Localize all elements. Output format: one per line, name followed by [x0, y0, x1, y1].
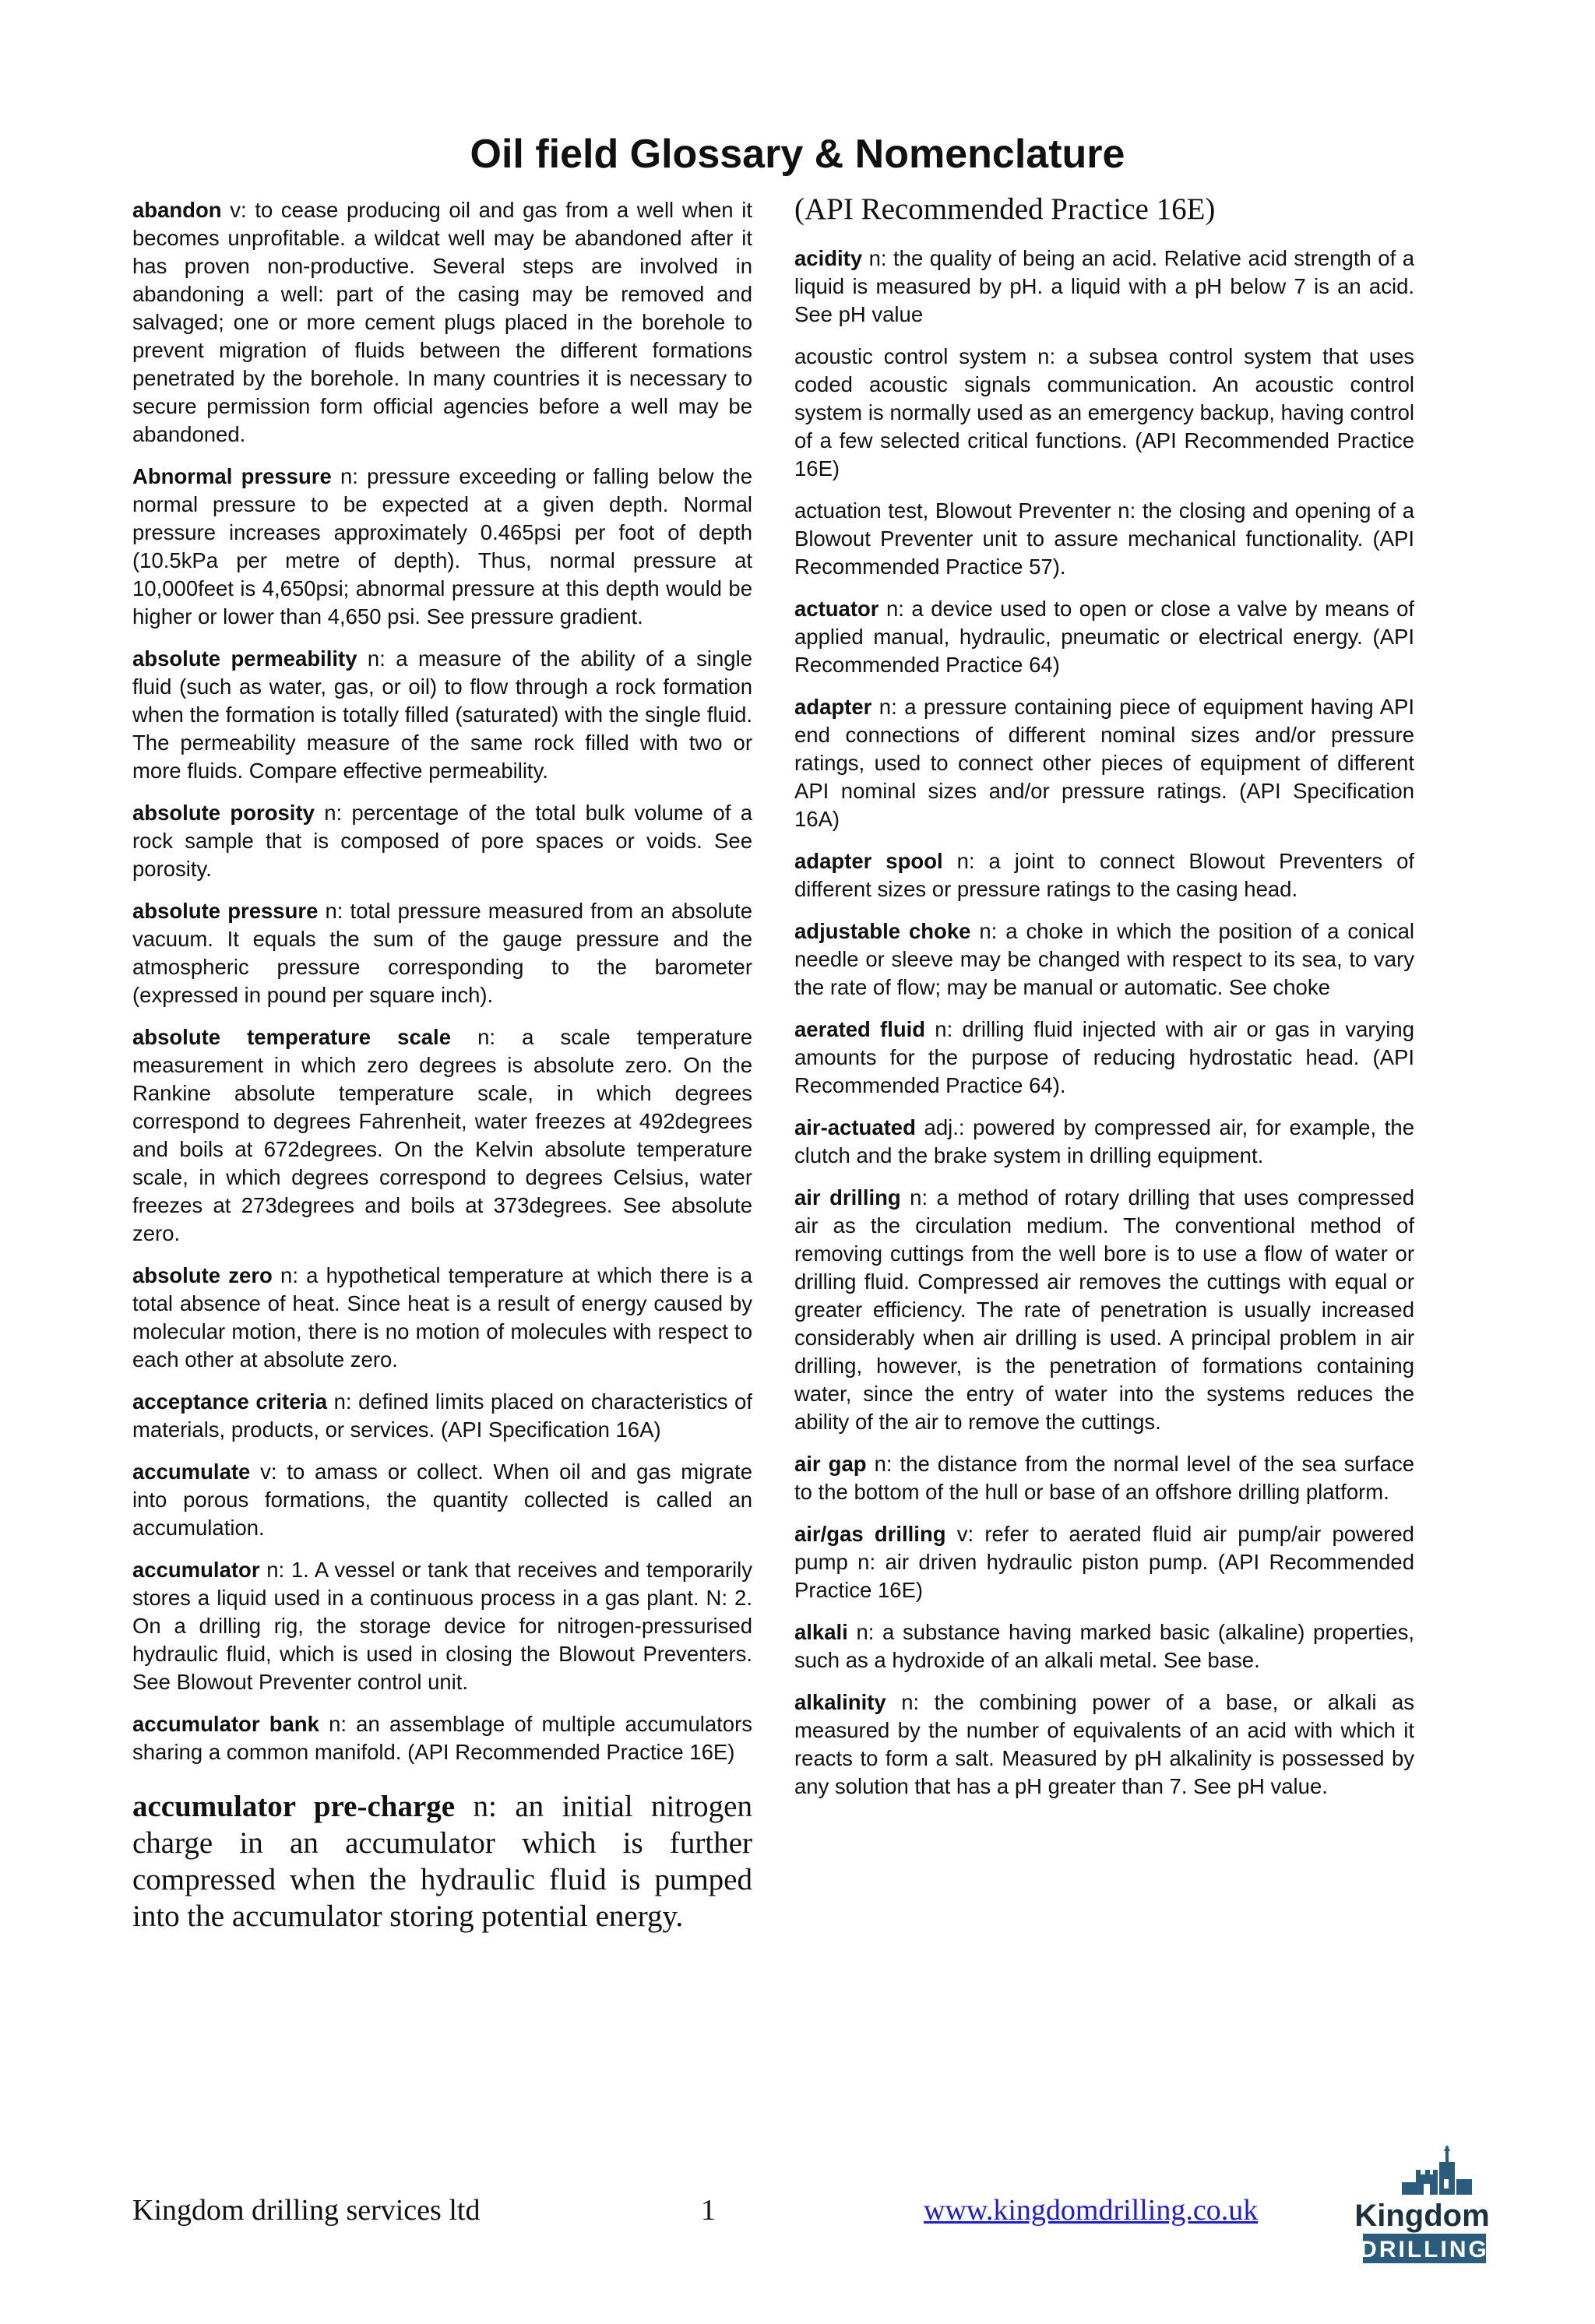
- glossary-entry: [132, 897, 752, 1009]
- glossary-entry: [794, 1114, 1414, 1170]
- entry-term: absolute pressure: [132, 899, 319, 923]
- entry-term: absolute zero: [132, 1263, 273, 1287]
- glossary-entry: [794, 847, 1414, 903]
- glossary-entry: [132, 1556, 752, 1696]
- glossary-entry: [132, 799, 752, 883]
- entry-definition: n: an assemblage of multiple accumulators sharing a common manifold. (API Recommended Practice 16E): [132, 1712, 752, 1764]
- entry-term: accumulator: [132, 1558, 260, 1582]
- entry-term: accumulator bank: [132, 1712, 319, 1736]
- entry-term: alkali: [794, 1620, 848, 1644]
- entry-definition: adj.: powered by compressed air, for example, the clutch and the brake system in drilling equipment.: [794, 1115, 1414, 1167]
- entry-term: air drilling: [794, 1185, 901, 1210]
- entry-definition: n: a hypothetical temperature at which there is a total absence of heat. Since heat is a result of energy caused by molecular motion, there is no motion of molecules with respect to each other at absolute zero.: [132, 1263, 752, 1372]
- entry-definition: n: 1. A vessel or tank that receives and temporarily stores a liquid used in a continuous process in a gas plant. N: 2. On a drilling rig, the storage device for nitrogen-pressurised hydraulic fluid, which is used in closing the Blowout Preventers. See Blowout Preventer control unit.: [132, 1558, 752, 1694]
- entry-term: abandon: [132, 198, 222, 222]
- entry-definition: n: defined limits placed on characteristics of materials, products, or services. (API Specification 16A): [132, 1389, 752, 1442]
- entry-term: alkalinity: [794, 1690, 886, 1714]
- entry-term: absolute temperature scale: [132, 1025, 451, 1049]
- entry-definition: n: drilling fluid injected with air or gas in varying amounts for the purpose of reducing hydrostatic head. (API Recommended Practice 64).: [794, 1017, 1414, 1097]
- glossary-entry: [794, 1450, 1414, 1506]
- entry-term: absolute permeability: [132, 646, 357, 671]
- entry-definition: n: the distance from the normal level of the sea surface to the bottom of the hull or base of an offshore drilling platform.: [794, 1452, 1414, 1504]
- glossary-entry: [794, 693, 1414, 833]
- kingdom-drilling-logo: [1354, 2143, 1491, 2299]
- footer-company: Kingdom drilling services ltd: [132, 2194, 481, 2227]
- glossary-entry-large: [132, 1788, 752, 1935]
- glossary-entry: [132, 463, 752, 631]
- entry-definition: v: refer to aerated fluid air pump/air powered pump n: air driven hydraulic piston pump. (API Recommended Practice 16E): [794, 1522, 1414, 1602]
- right-column: [794, 192, 1415, 1815]
- glossary-entry: [794, 1688, 1414, 1801]
- entry-definition: n: a method of rotary drilling that uses compressed air as the circulation medium. The conventional method of removing cuttings from the well bore is to use a flow of water or drilling fluid. Compressed air removes the cuttings with equal or greater efficiency. The rate of penetration is usually increased considerably when air drilling is used. A principal problem in air drilling, however, is the penetration of formations containing water, since the entry of water into the systems reduces the ability of the air to remove the cuttings.: [794, 1185, 1415, 1434]
- entry-term: absolute porosity: [132, 801, 315, 825]
- entry-term: adapter spool: [794, 849, 943, 873]
- entry-definition: n: a choke in which the position of a conical needle or sleeve may be changed with respect to its sea, to vary the rate of flow; may be manual or automatic. See choke: [794, 919, 1414, 999]
- glossary-entry: [132, 1262, 752, 1374]
- entry-definition: v: to amass or collect. When oil and gas migrate into porous formations, the quantity collected is called an accumulation.: [132, 1460, 752, 1540]
- entry-definition: n: an initial nitrogen charge in an accumulator which is further compressed when the hydraulic fluid is pumped into the accumulator storing potential energy.: [132, 1790, 752, 1933]
- left-column: [132, 196, 752, 1949]
- entry-definition: actuation test, Blowout Preventer n: the closing and opening of a Blowout Preventer unit to assure mechanical functionality. (API Recommended Practice 57).: [794, 498, 1414, 579]
- footer-website-link[interactable]: www.kingdomdrilling.co.uk: [924, 2194, 1259, 2227]
- entry-term: air/gas drilling: [794, 1522, 946, 1546]
- entry-term: adapter: [794, 695, 872, 719]
- glossary-entry: [132, 1388, 752, 1444]
- logo-text-kingdom: Kingdom: [1354, 2199, 1490, 2233]
- entry-definition: n: a measure of the ability of a single fluid (such as water, gas, or oil) to flow through a rock formation when the formation is totally filled (saturated) with the single fluid. The permeability measure of the same rock filled with two or more fluids. Compare effective permeability.: [132, 646, 752, 783]
- glossary-entry: [794, 1618, 1414, 1674]
- glossary-entry: [794, 497, 1414, 581]
- entry-definition: n: total pressure measured from an absolute vacuum. It equals the sum of the gauge pressure and the atmospheric pressure corresponding to the barometer (expressed in pound per square inch).: [132, 899, 752, 1007]
- entry-definition: n: a device used to open or close a valve by means of applied manual, hydraulic, pneumatic or electrical energy. (API Recommended Practice 64): [794, 597, 1414, 677]
- glossary-entry: [794, 245, 1414, 329]
- glossary-entry: [132, 1458, 752, 1542]
- page-subtitle: (API Recommended Practice 16E): [794, 192, 1216, 226]
- entry-definition: n: a substance having marked basic (alkaline) properties, such as a hydroxide of an alkali metal. See base.: [794, 1620, 1414, 1672]
- entry-term: Abnormal pressure: [132, 464, 332, 488]
- glossary-entry: [794, 917, 1414, 1002]
- page-title: Oil field Glossary & Nomenclature: [470, 132, 1125, 177]
- entry-definition: n: a scale temperature measurement in which zero degrees is absolute zero. On the Rankine absolute temperature scale, in which degrees correspond to degrees Fahrenheit, water freezes at 492degrees and boils at 672degrees. On the Kelvin absolute temperature scale, in which degrees correspond to degrees Celsius, water freezes at 273degrees and boils at 373degrees. See absolute zero.: [132, 1025, 752, 1245]
- glossary-entry: [794, 1016, 1414, 1100]
- entry-definition: v: to cease producing oil and gas from a well when it becomes unprofitable. a wildcat well may be abandoned after it has proven non-productive. Several steps are involved in abandoning a well: part of the casing may be removed and salvaged; one or more cement plugs placed in the borehole to prevent migration of fluids between the different formations penetrated by the borehole. In many countries it is necessary to secure permission form official agencies before a well may be abandoned.: [132, 198, 752, 446]
- glossary-entry: [132, 645, 752, 785]
- entry-definition: n: percentage of the total bulk volume of a rock sample that is composed of pore spaces or voids. See porosity.: [132, 801, 752, 881]
- castle-icon: [1402, 2145, 1472, 2198]
- entry-term: acidity: [794, 246, 863, 270]
- entry-term: acceptance criteria: [132, 1389, 328, 1414]
- entry-term: accumulator pre-charge: [132, 1790, 456, 1823]
- entry-definition: n: a joint to connect Blowout Preventers of different sizes or pressure ratings to the casing head.: [794, 849, 1415, 901]
- footer-page-number: 1: [701, 2194, 716, 2227]
- logo-text-drilling: DRILLING: [1360, 2237, 1489, 2262]
- entry-term: adjustable choke: [794, 919, 971, 943]
- glossary-entry: [132, 1710, 752, 1766]
- entry-term: air gap: [794, 1452, 867, 1476]
- entry-definition: n: the combining power of a base, or alkali as measured by the number of equivalents of an acid with which it reacts to form a salt. Measured by pH alkalinity is possessed by any solution that has a pH greater than 7. See pH value.: [794, 1690, 1414, 1798]
- glossary-entry: [794, 343, 1414, 483]
- glossary-entry: [794, 1520, 1414, 1604]
- entry-definition: n: pressure exceeding or falling below the normal pressure to be expected at a given depth. Normal pressure increases approximately 0.465psi per foot of depth (10.5kPa per metre of depth). Thus, normal pressure at 10,000feet is 4,650psi; abnormal pressure at this depth would be higher or lower than 4,650 psi. See pressure gradient.: [132, 464, 752, 629]
- entry-term: accumulate: [132, 1460, 251, 1484]
- glossary-entry: [794, 1184, 1414, 1436]
- entry-definition: n: a pressure containing piece of equipment having API end connections of different nominal sizes and/or pressure ratings, used to connect other pieces of equipment of different API nominal sizes and/or pressure ratings. (API Specification 16A): [794, 695, 1414, 831]
- entry-term: aerated fluid: [794, 1017, 926, 1041]
- entry-term: actuator: [794, 597, 879, 621]
- entry-definition: acoustic control system n: a subsea control system that uses coded acoustic signals communication. An acoustic control system is normally used as an emergency backup, having control of a few selected critical functions. (API Recommended Practice 16E): [794, 344, 1414, 481]
- glossary-entry: [794, 595, 1414, 679]
- glossary-entry: [132, 196, 752, 449]
- entry-definition: n: the quality of being an acid. Relative acid strength of a liquid is measured by pH. a liquid with a pH below 7 is an acid. See pH value: [794, 246, 1414, 326]
- entry-term: air-actuated: [794, 1115, 916, 1139]
- glossary-entry: [132, 1023, 752, 1248]
